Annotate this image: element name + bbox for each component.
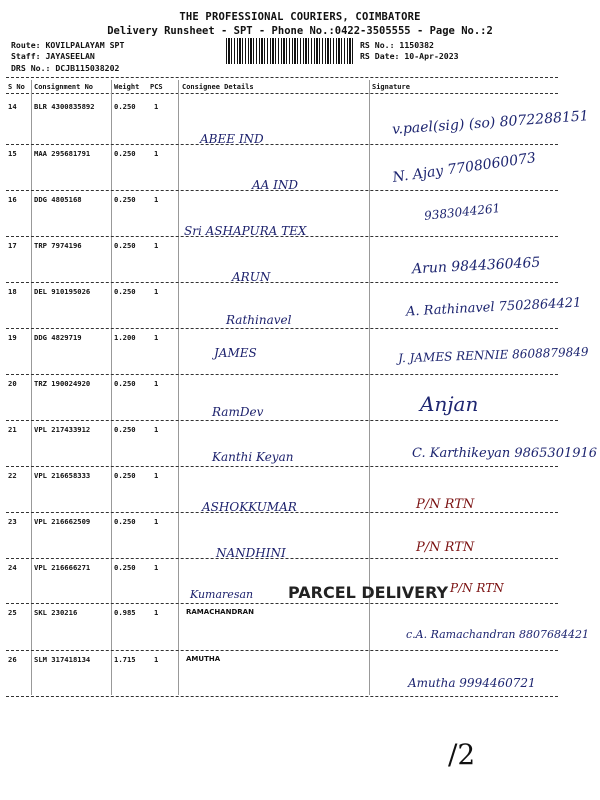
row-sno: 26	[8, 655, 17, 664]
row-pcs: 1	[154, 608, 159, 617]
row-sno: 24	[8, 563, 17, 572]
row-weight: 0.250	[114, 517, 136, 526]
handwritten-consignee: Rathinavel	[226, 313, 292, 327]
row-weight: 0.985	[114, 608, 136, 617]
col-consignee: Consignee Details	[182, 83, 254, 91]
row-consignment: TRP 7974196	[34, 241, 82, 250]
col-weight: Weight	[114, 83, 140, 91]
row-sno: 18	[8, 287, 17, 296]
col-consignment: Consignment No	[34, 83, 94, 91]
row-consignment: BLR 4300835892	[34, 102, 95, 111]
row-divider	[6, 236, 558, 237]
row-weight: 0.250	[114, 563, 136, 572]
row-consignment: SKL 230216	[34, 608, 78, 617]
row-sno: 21	[8, 425, 17, 434]
row-pcs: 1	[154, 471, 159, 480]
row-sno: 19	[8, 333, 17, 342]
signature: 9383044261	[423, 201, 501, 223]
row-divider	[6, 650, 558, 651]
printed-consignee: RAMACHANDRAN	[186, 608, 254, 616]
signature: J. JAMES RENNIE 8608879849	[397, 344, 589, 366]
signature: Arun 9844360465	[411, 254, 541, 278]
staff-label: Staff: JAYASEELAN	[11, 51, 95, 61]
row-weight: 0.250	[114, 241, 136, 250]
row-divider	[6, 282, 558, 283]
row-sno: 25	[8, 608, 17, 617]
row-weight: 0.250	[114, 149, 136, 158]
signature: P/N RTN	[416, 540, 475, 555]
row-divider	[6, 603, 558, 604]
page-mark: /2	[448, 738, 476, 771]
handwritten-consignee: NANDHINI	[216, 546, 286, 560]
row-divider	[6, 420, 558, 421]
row-weight: 0.250	[114, 379, 136, 388]
row-consignment: VPL 216658333	[34, 471, 91, 480]
col-signature: Signature	[372, 83, 410, 91]
signature: Amutha 9994460721	[408, 676, 536, 690]
row-consignment: VPL 216662509	[34, 517, 91, 526]
row-consignment: DDG 4805168	[34, 195, 82, 204]
row-sno: 16	[8, 195, 17, 204]
row-consignment: TRZ 190024920	[34, 379, 91, 388]
handwritten-consignee: ARUN	[232, 270, 271, 284]
handwritten-consignee: Kanthi Keyan	[212, 450, 294, 464]
row-weight: 0.250	[114, 471, 136, 480]
row-divider	[6, 374, 558, 375]
handwritten-consignee: Kumaresan	[190, 588, 254, 601]
company-title: THE PROFESSIONAL COURIERS, COIMBATORE	[179, 11, 421, 23]
row-pcs: 1	[154, 102, 159, 111]
rs-date: RS Date: 10-Apr-2023	[360, 51, 459, 61]
signature: Anjan	[420, 392, 479, 416]
handwritten-consignee: ASHOKKUMAR	[202, 500, 297, 514]
row-pcs: 1	[154, 287, 159, 296]
row-sno: 20	[8, 379, 17, 388]
row-pcs: 1	[154, 149, 159, 158]
handwritten-consignee: Sri ASHAPURA TEX	[184, 224, 307, 238]
row-divider	[6, 696, 558, 697]
row-consignment: DDG 4829719	[34, 333, 82, 342]
row-pcs: 1	[154, 563, 159, 572]
row-consignment: VPL 217433912	[34, 425, 91, 434]
row-weight: 0.250	[114, 425, 136, 434]
row-sno: 23	[8, 517, 17, 526]
signature: N. Ajay 7708060073	[391, 150, 537, 186]
route-label: Route: KOVILPALAYAM SPT	[11, 40, 125, 50]
runsheet-subtitle: Delivery Runsheet - SPT - Phone No.:0422-3505555 - Page No.:2	[107, 25, 493, 37]
handwritten-consignee: AA IND	[252, 178, 299, 192]
row-weight: 1.200	[114, 333, 136, 342]
handwritten-consignee: RamDev	[212, 405, 264, 419]
row-divider	[6, 512, 558, 513]
row-divider	[6, 558, 558, 559]
row-weight: 0.250	[114, 102, 136, 111]
row-divider	[6, 144, 558, 145]
row-divider	[6, 190, 558, 191]
row-pcs: 1	[154, 655, 159, 664]
rs-number: RS No.: 1150382	[360, 40, 434, 50]
row-consignment: DEL 910195026	[34, 287, 91, 296]
row-pcs: 1	[154, 241, 159, 250]
row-divider	[6, 466, 558, 467]
parcel-delivery-stamp: PARCEL DELIVERY	[288, 583, 449, 602]
row-sno: 14	[8, 102, 17, 111]
drs-number: DRS No.: DCJB115038202	[11, 63, 120, 73]
row-pcs: 1	[154, 517, 159, 526]
handwritten-consignee: JAMES	[214, 346, 257, 360]
column-header-divider	[6, 93, 558, 94]
signature: C. Karthikeyan 9865301916	[412, 446, 598, 461]
col-pcs: PCS	[150, 83, 163, 91]
header-divider	[6, 77, 558, 78]
row-consignment: VPL 216666271	[34, 563, 91, 572]
handwritten-consignee: ABEE IND	[200, 132, 264, 146]
row-weight: 0.250	[114, 195, 136, 204]
row-pcs: 1	[154, 195, 159, 204]
row-weight: 0.250	[114, 287, 136, 296]
signature: c.A. Ramachandran 8807684421	[406, 628, 589, 641]
row-sno: 22	[8, 471, 17, 480]
col-sno: S No	[8, 83, 25, 91]
row-consignment: SLM 317418134	[34, 655, 91, 664]
signature: P/N RTN	[416, 497, 475, 512]
row-consignment: MAA 295681791	[34, 149, 91, 158]
row-sno: 17	[8, 241, 17, 250]
row-divider	[6, 328, 558, 329]
row-pcs: 1	[154, 379, 159, 388]
printed-consignee: AMUTHA	[186, 655, 221, 663]
signature: v.pael(sig) (so) 8072288151	[391, 108, 590, 138]
barcode-image	[226, 38, 354, 64]
signature: P/N RTN	[450, 581, 504, 595]
row-pcs: 1	[154, 333, 159, 342]
row-weight: 1.715	[114, 655, 136, 664]
row-sno: 15	[8, 149, 17, 158]
signature: A. Rathinavel 7502864421	[405, 295, 582, 320]
row-pcs: 1	[154, 425, 159, 434]
